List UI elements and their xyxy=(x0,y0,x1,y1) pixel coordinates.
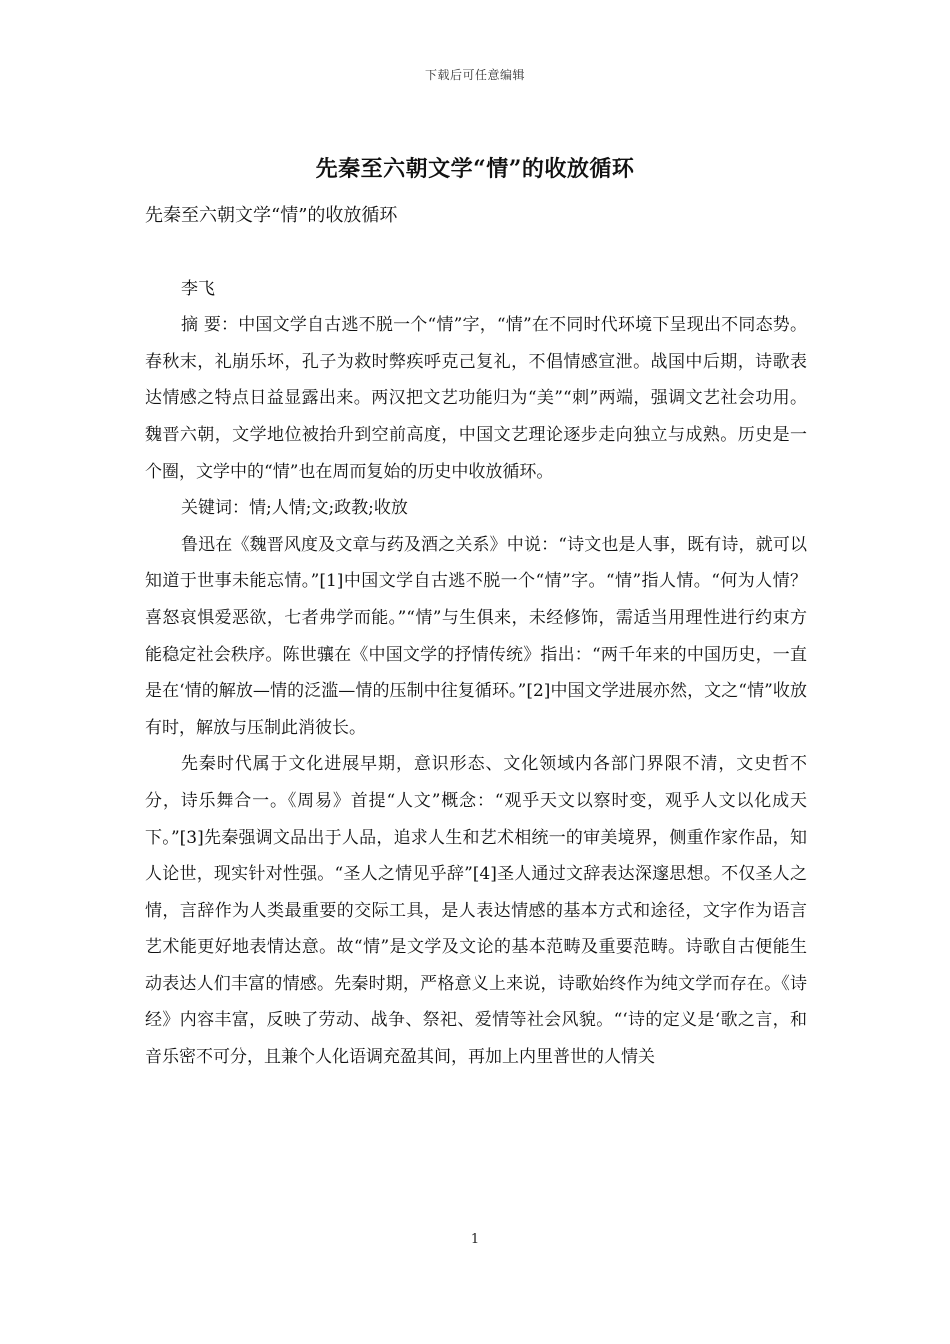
body-paragraph: 鲁迅在《魏晋风度及文章与药及酒之关系》中说：“诗文也是人事，既有诗，就可以知道于世事未能忘情。”[1]中国文学自古逃不脱一个“情”字。“情”指人情。“何为人情？喜怒哀惧爱恶欲，七者弗学而能。”“情”与生俱来，未经修饰，需适当用理性进行约束方能稳定社会秩序。陈世骧在《中国文学的抒情传统》指出：“两千年来的中国历史，一直是在‘情的解放—情的泛滥—情的压制中往复循环。”[2]中国文学进展亦然，文之“情”收放有时，解放与压制此消彼长。 xyxy=(145,534,807,738)
author-name: 李飞 xyxy=(181,278,215,299)
page-number: 1 xyxy=(470,1232,480,1247)
document-body xyxy=(145,198,807,1076)
page-title: 先秦至六朝文学“情”的收放循环 xyxy=(315,156,635,182)
body-paragraph: 先秦时代属于文化进展早期，意识形态、文化领域内各部门界限不清，文史哲不分，诗乐舞合一。《周易》首提“人文”概念：“观乎天文以察时变，观乎人文以化成天下。”[3]先秦强调文品出于人品，追求人生和艺术相统一的审美境界，侧重作家作品，知人论世，现实针对性强。“圣人之情见乎辞”[4]圣人通过文辞表达深邃思想。不仅圣人之情，言辞作为人类最重要的交际工具，是人表达情感的基本方式和途径，文字作为语言艺术能更好地表情达意。故“情”是文学及文论的基本范畴及重要范畴。诗歌自古便能生动表达人们丰富的情感。先秦时期，严格意义上来说，诗歌始终作为纯文学而存在。《诗经》内容丰富，反映了劳动、战争、祭祀、爱情等社会风貌。“‘诗的定义是‘歌之言，和音乐密不可分，且兼个人化语调充盈其间，再加上内里普世的人情关 xyxy=(145,754,807,1068)
document-subtitle: 先秦至六朝文学“情”的收放循环 xyxy=(145,205,398,226)
header-note: 下载后可任意编辑 xyxy=(424,68,525,82)
keywords-line: 关键词：情;人情;文;政教;收放 xyxy=(181,498,408,519)
abstract-paragraph: 摘 要：中国文学自古逃不脱一个“情”字，“情”在不同时代环境下呈现出不同态势。春秋末，礼崩乐坏，孔子为救时弊疾呼克己复礼，不倡情感宣泄。战国中后期，诗歌表达情感之特点日益显露出来。两汉把文艺功能归为“美”“刺”两端，强调文艺社会功用。魏晋六朝，文学地位被抬升到空前高度，中国文艺理论逐步走向独立与成熟。历史是一个圈，文学中的“情”也在周而复始的历史中收放循环。 xyxy=(145,315,807,482)
